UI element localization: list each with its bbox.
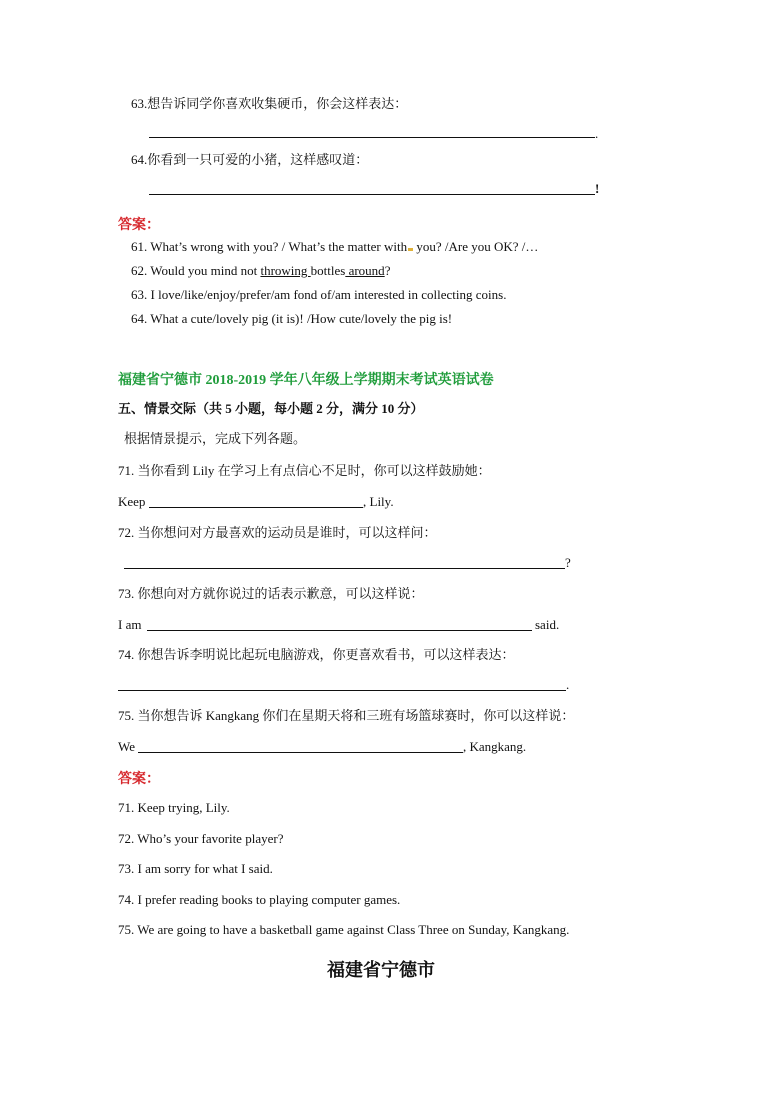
- answer-72: 72. Who’s your favorite player?: [118, 831, 284, 846]
- answer-blank-63: [149, 137, 595, 138]
- answer-62-pre: 62. Would you mind not: [131, 263, 261, 278]
- part-title: 五、情景交际（共 5 小题，每小题 2 分，满分 10 分）: [118, 401, 424, 416]
- instruction: 根据情景提示，完成下列各题。: [124, 431, 307, 446]
- question-75-prefix: We: [118, 739, 135, 754]
- answer-75: 75. We are going to have a basketball game against Class Three on Sunday, Kangkang.: [118, 922, 570, 937]
- question-73-suffix: said.: [535, 617, 560, 632]
- answer-62: [131, 263, 390, 279]
- answer-62-underlined-1: throwing: [260, 263, 311, 278]
- answer-label-1: 答案：: [118, 217, 160, 233]
- answer-62-post: ?: [384, 263, 391, 278]
- answer-blank-75: [138, 752, 463, 753]
- question-73: 73. 你想向对方就你说过的话表示歉意，可以这样说：: [118, 586, 424, 601]
- answer-61-post: you? /Are you OK? /…: [413, 239, 539, 254]
- answer-71: 71. Keep trying, Lily.: [118, 800, 230, 815]
- question-71: 71. 当你看到 Lily 在学习上有点信心不足时，你可以这样鼓励她：: [118, 463, 491, 478]
- answer-61: [131, 239, 538, 255]
- question-71-prefix: Keep: [118, 494, 146, 509]
- question-75: 75. 当你想告诉 Kangkang 你们在星期天将和三班有场篮球赛时，你可以这样说：: [118, 708, 575, 723]
- answer-61-pre: 61. What’s wrong with you? / What’s the matter with: [131, 239, 408, 254]
- blank-64-end: !: [595, 181, 600, 196]
- answer-blank-71: [149, 507, 363, 508]
- answer-blank-73: [147, 630, 532, 631]
- question-64: 64.你看到一只可爱的小猪，这样感叹道：: [131, 152, 369, 167]
- answer-blank-74: [118, 690, 566, 691]
- answer-62-underlined-2: around: [345, 263, 385, 278]
- answer-73: 73. I am sorry for what I said.: [118, 861, 273, 876]
- answer-63: 63. I love/like/enjoy/prefer/am fond of/am interested in collecting coins.: [131, 287, 507, 302]
- blank-72-end: ?: [565, 555, 571, 570]
- answer-blank-64: [149, 194, 595, 195]
- section-title: 福建省宁德市 2018-2019 学年八年级上学期期末考试英语试卷: [118, 373, 494, 388]
- answer-64: 64. What a cute/lovely pig (it is)! /How cute/lovely the pig is!: [131, 311, 453, 326]
- answer-blank-72: [124, 568, 565, 569]
- question-75-suffix: , Kangkang.: [463, 739, 527, 754]
- question-71-suffix: , Lily.: [363, 494, 394, 509]
- blank-63-end: .: [595, 126, 599, 141]
- answer-label-2: 答案：: [118, 771, 160, 787]
- question-72: 72. 当你想问对方最喜欢的运动员是谁时，可以这样问：: [118, 525, 437, 540]
- answer-62-mid: bottles: [310, 263, 346, 278]
- footer-title: 福建省宁德市: [327, 960, 435, 981]
- answer-74: 74. I prefer reading books to playing computer games.: [118, 892, 401, 907]
- question-63: 63.想告诉同学你喜欢收集硬币，你会这样表达：: [131, 96, 408, 111]
- blank-74-end: .: [566, 677, 570, 692]
- question-73-prefix: I am: [118, 617, 142, 632]
- question-74: 74. 你想告诉李明说比起玩电脑游戏，你更喜欢看书，可以这样表达：: [118, 647, 515, 662]
